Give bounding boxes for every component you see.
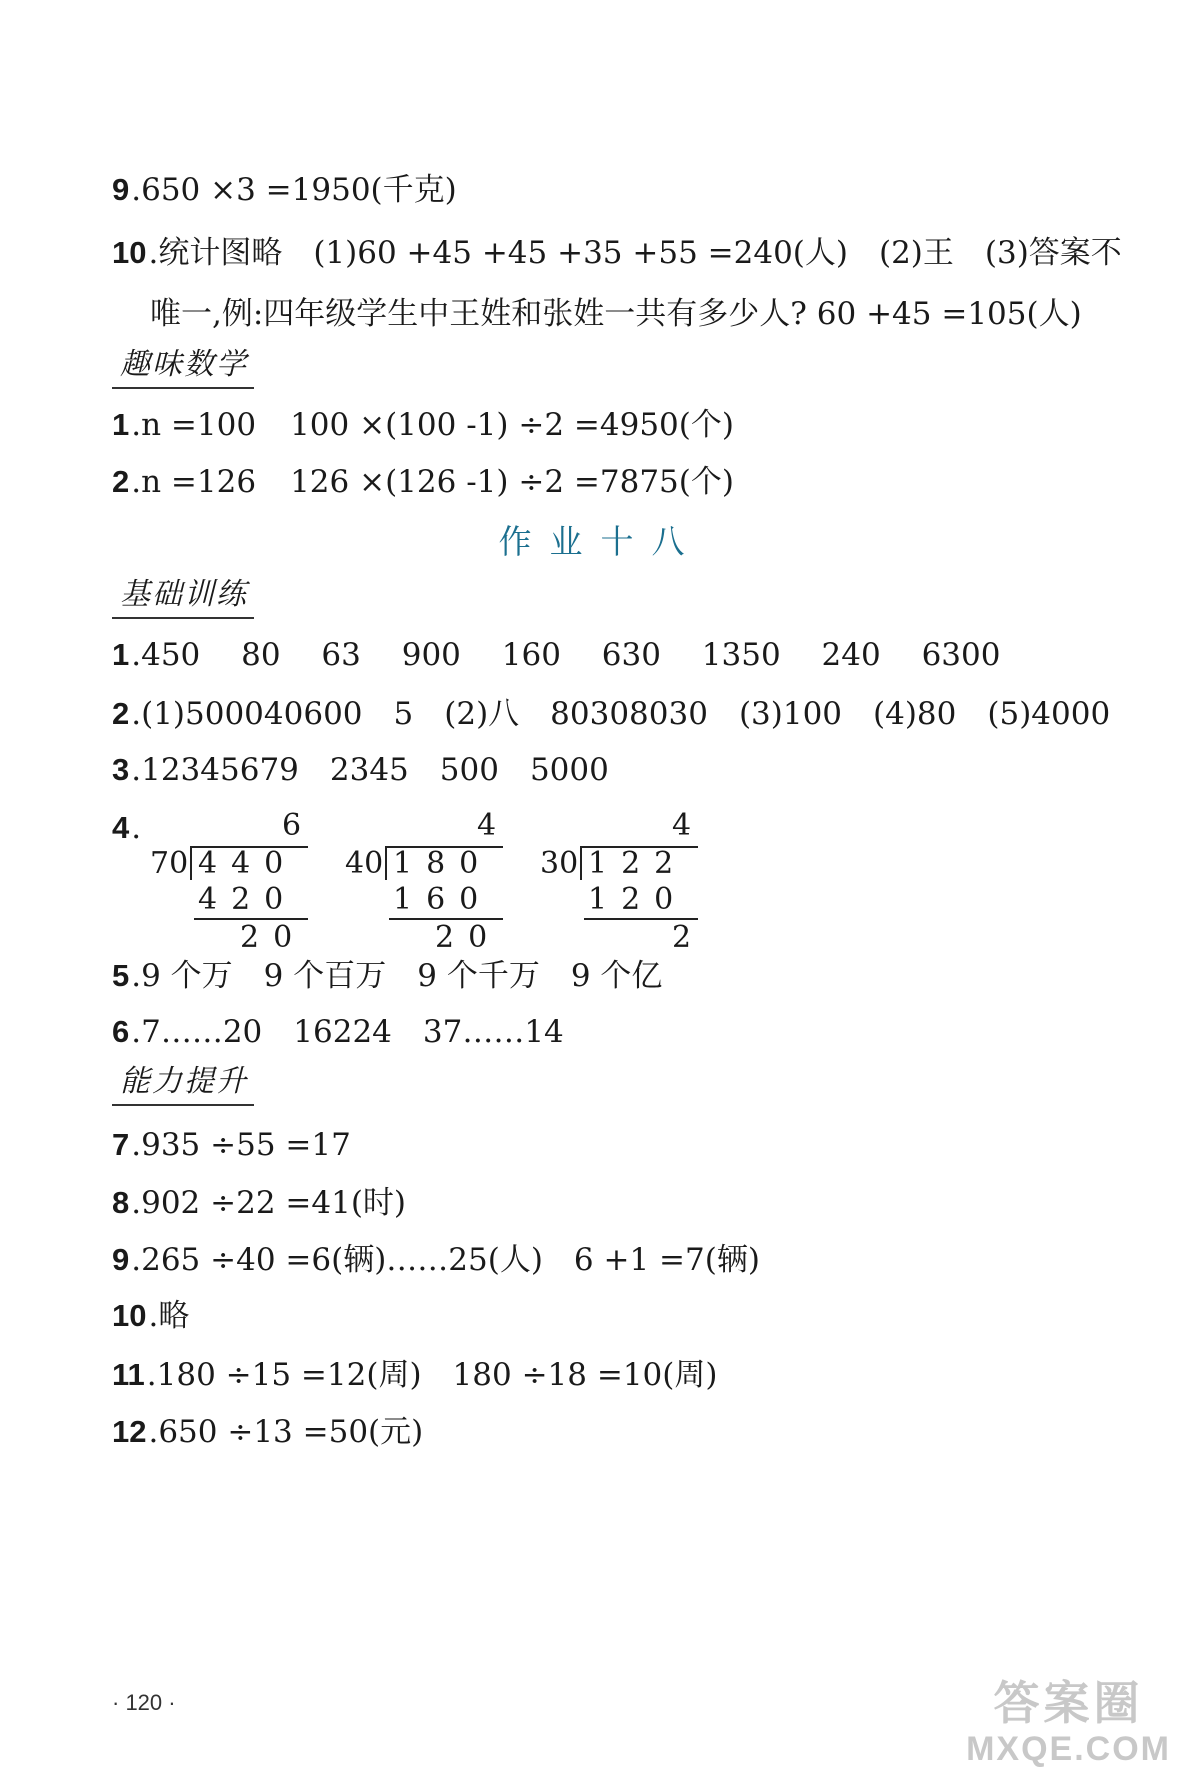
ability-answer-11: 11.180 ÷15 =12(周) 180 ÷18 =10(周) bbox=[112, 1357, 718, 1393]
basic-answer-2: 2.(1)500040600 5 (2)八 80308030 (3)100 (4)80 (5)4000 bbox=[112, 696, 1111, 732]
remainder: 20 bbox=[435, 920, 502, 955]
homework-heading: 作业十八 bbox=[498, 522, 703, 561]
basic-answer-4-label: 4. bbox=[112, 810, 142, 846]
section-basic-training: 基础训练 bbox=[112, 575, 254, 619]
basic-answer-3: 3.12345679 2345 500 5000 bbox=[112, 752, 609, 788]
section-fun-math: 趣味数学 bbox=[112, 345, 254, 389]
product: 420 bbox=[198, 882, 298, 917]
dividend: 122 bbox=[588, 846, 688, 881]
quotient: 4 bbox=[672, 808, 706, 843]
ability-answer-10: 10.略 bbox=[112, 1298, 190, 1334]
watermark-logo: 答案圈 MXQE.COM bbox=[966, 1677, 1171, 1768]
ability-answer-7: 7.935 ÷55 =17 bbox=[112, 1127, 351, 1163]
product: 120 bbox=[588, 882, 688, 917]
remainder: 2 bbox=[672, 920, 706, 955]
fun-answer-2: 2.n =126 126 ×(126 -1) ÷2 =7875(个) bbox=[112, 464, 734, 500]
fun-answer-1: 1.n =100 100 ×(100 -1) ÷2 =4950(个) bbox=[112, 407, 734, 443]
dividend: 180 bbox=[393, 846, 493, 881]
remainder: 20 bbox=[240, 920, 307, 955]
quotient: 4 bbox=[477, 808, 511, 843]
ability-answer-12: 12.650 ÷13 =50(元) bbox=[112, 1414, 424, 1450]
dividend: 440 bbox=[198, 846, 298, 881]
basic-answer-1: 1.450 80 63 900 160 630 1350 240 6300 bbox=[112, 637, 1001, 673]
product: 160 bbox=[393, 882, 493, 917]
divisor: 30 bbox=[540, 846, 579, 881]
answer-10-continued: 唯一,例:四年级学生中王姓和张姓一共有多少人? 60 +45 =105(人) bbox=[150, 296, 1082, 332]
section-ability: 能力提升 bbox=[112, 1062, 254, 1106]
ability-answer-9: 9.265 ÷40 =6(辆)……25(人) 6 +1 =7(辆) bbox=[112, 1242, 760, 1278]
basic-answer-6: 6.7……20 16224 37……14 bbox=[112, 1014, 564, 1050]
answer-9: 9.650 ×3 =1950(千克) bbox=[112, 172, 457, 208]
page-number: · 120 · bbox=[112, 1690, 176, 1715]
divisor: 70 bbox=[150, 846, 189, 881]
divisor: 40 bbox=[345, 846, 384, 881]
ability-answer-8: 8.902 ÷22 =41(时) bbox=[112, 1185, 407, 1221]
basic-answer-5: 5.9 个万 9 个百万 9 个千万 9 个亿 bbox=[112, 958, 663, 994]
answer-10: 10.统计图略 (1)60 +45 +45 +35 +55 =240(人) (2)王 (3)答案不 bbox=[112, 235, 1122, 271]
quotient: 6 bbox=[282, 808, 316, 843]
